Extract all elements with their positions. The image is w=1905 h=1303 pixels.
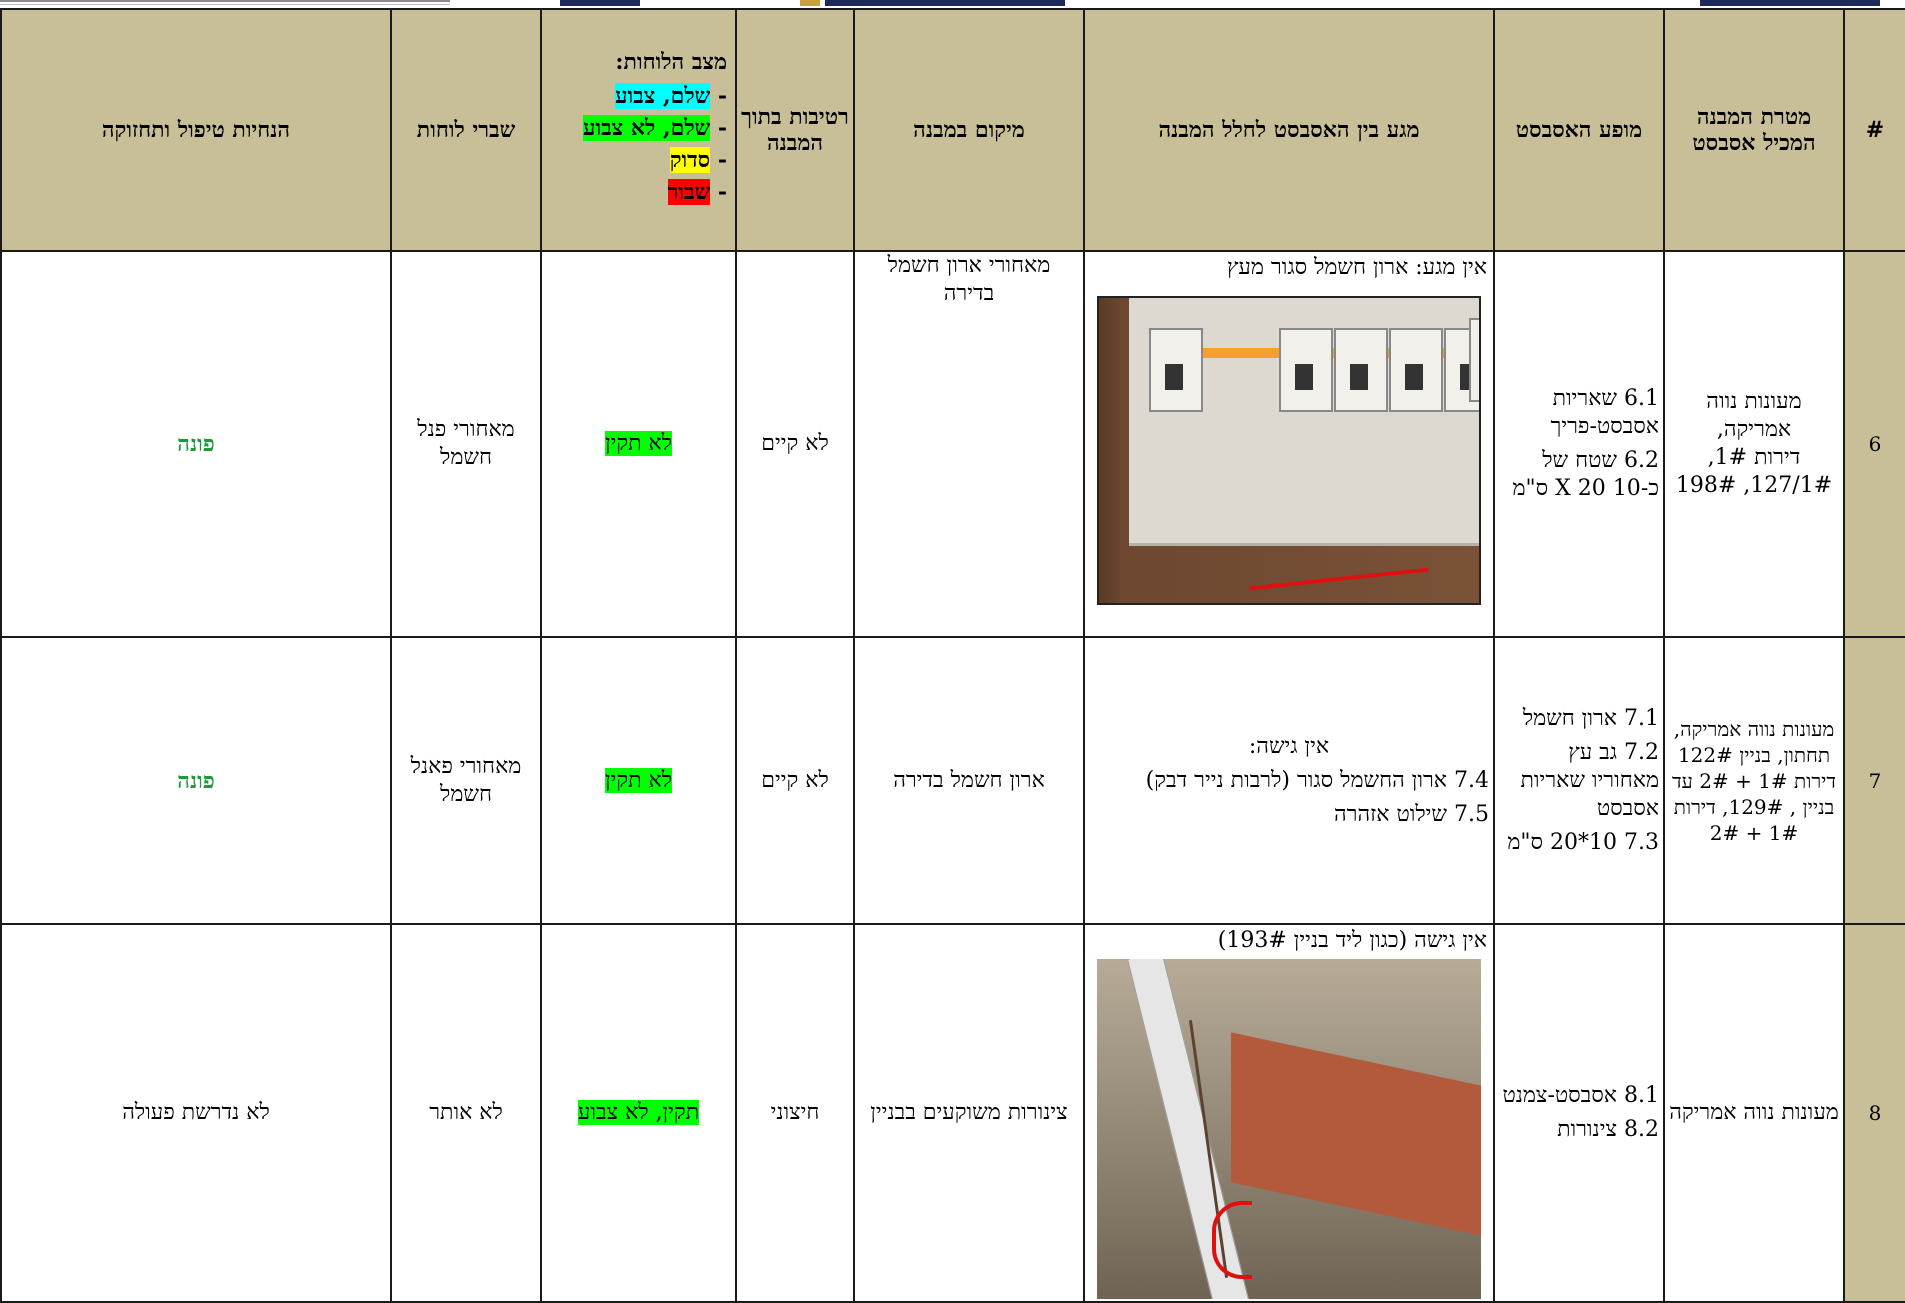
row-location: ארון חשמל בדירה xyxy=(854,637,1084,924)
appearance-line: 8.2 צינורות xyxy=(1557,1117,1659,1142)
header-appearance: מופע האסבסט xyxy=(1494,9,1664,251)
header-target: מטרת המבנה המכיל אסבסט xyxy=(1664,9,1844,251)
row-instructions: לא נדרשת פעולה xyxy=(1,924,391,1302)
logo-fragment xyxy=(1700,0,1880,6)
row-state xyxy=(541,924,736,1302)
row-contact xyxy=(1084,251,1494,637)
row-appearance xyxy=(1494,251,1664,637)
contact-line: 7.4 ארון החשמל סגור (לרבות נייר דבק) xyxy=(1145,767,1489,793)
header-contact: מגע בין האסבסט לחלל המבנה xyxy=(1084,9,1494,251)
contact-line: 7.5 שילוט אזהרה xyxy=(1334,801,1489,827)
row-num: 8 xyxy=(1844,924,1905,1302)
table-row xyxy=(1,924,1905,1302)
table-row xyxy=(1,251,1905,637)
row-num: 6 xyxy=(1844,251,1905,637)
red-arrow-icon xyxy=(1212,1201,1252,1279)
row-state xyxy=(541,637,736,924)
row-target: מעונות נווה אמריקה, תחתון, בניין 122# דירות 1# + 2# עד בניין , 129#, דירות 1# + 2# xyxy=(1664,637,1844,924)
row-moisture: חיצוני xyxy=(736,924,854,1302)
appearance-line: 7.2 גב עץ מאחוריו שאריות אסבסט xyxy=(1520,739,1659,821)
header-row xyxy=(1,9,1905,251)
row-location: צינורות משוקעים בבניין xyxy=(854,924,1084,1302)
row-state xyxy=(541,251,736,637)
state-badge: תקין, לא צבוע xyxy=(577,1100,700,1125)
legend-item: - שלם, לא צבוע xyxy=(583,115,727,141)
legend-item: - שלם, צבוע xyxy=(615,83,727,109)
header-num: # xyxy=(1844,9,1905,251)
row-appearance xyxy=(1494,637,1664,924)
appearance-line: 7.1 ארון חשמל xyxy=(1522,705,1659,731)
header-state xyxy=(541,9,736,251)
top-rule-thin xyxy=(0,4,450,5)
header-instructions: הנחיות טיפול ותחזוקה xyxy=(1,9,391,251)
row-contact xyxy=(1084,637,1494,924)
legend-label: שלם, לא צבוע xyxy=(583,115,711,141)
appearance-line: 6.2 שטח של כ-10 X 20 ס"מ xyxy=(1512,448,1659,501)
row-moisture: לא קיים xyxy=(736,637,854,924)
logo-fragment xyxy=(825,0,1065,6)
row-fragments: לא אותר xyxy=(391,924,541,1302)
logo-fragment xyxy=(560,0,640,6)
contact-text: אין מגע: ארון חשמל סגור מעץ xyxy=(1226,255,1487,280)
header-location: מיקום במבנה xyxy=(854,9,1084,251)
logo-fragment xyxy=(800,0,820,6)
row-target: מעונות נווה אמריקה, דירות 1#, 127/1#, 198# xyxy=(1664,251,1844,637)
state-badge: לא תקין xyxy=(604,431,673,456)
row-location: מאחורי ארון חשמל בדירה xyxy=(854,251,1084,637)
top-rule xyxy=(0,0,450,2)
row-moisture: לא קיים xyxy=(736,251,854,637)
state-badge: לא תקין xyxy=(604,767,673,793)
appearance-line: 8.1 אסבסט-צמנט xyxy=(1502,1083,1659,1108)
asbestos-survey-table xyxy=(0,8,1905,1303)
state-legend xyxy=(546,49,731,205)
buried-pipes-photo xyxy=(1097,959,1481,1299)
row-appearance xyxy=(1494,924,1664,1302)
contact-line: אין גישה: xyxy=(1248,733,1330,759)
header-moisture: רטיבות בתוך המבנה xyxy=(736,9,854,251)
row-fragments: מאחורי פאנל חשמל xyxy=(391,637,541,924)
legend-label: שבור xyxy=(667,179,711,205)
row-instructions: פונה xyxy=(1,251,391,637)
row-num: 7 xyxy=(1844,637,1905,924)
contact-text: אין גישה (כגון ליד בניין 193#) xyxy=(1217,928,1487,953)
row-fragments: מאחורי פנל חשמל xyxy=(391,251,541,637)
appearance-line: 7.3 10*20 ס"מ xyxy=(1507,829,1659,855)
row-instructions: פונה xyxy=(1,637,391,924)
row-target: מעונות נווה אמריקה xyxy=(1664,924,1844,1302)
legend-label: סדוק xyxy=(669,147,711,173)
appearance-line: 6.1 שאריות אסבסט-פריך xyxy=(1550,386,1659,439)
legend-item: - שבור xyxy=(667,179,727,205)
table-row xyxy=(1,637,1905,924)
state-legend-title: מצב הלוחות: xyxy=(615,49,727,75)
legend-item: - סדוק xyxy=(669,147,727,173)
row-contact xyxy=(1084,924,1494,1302)
header-fragments: שברי לוחות xyxy=(391,9,541,251)
electrical-panel-photo xyxy=(1097,296,1481,605)
legend-label: שלם, צבוע xyxy=(615,83,711,109)
